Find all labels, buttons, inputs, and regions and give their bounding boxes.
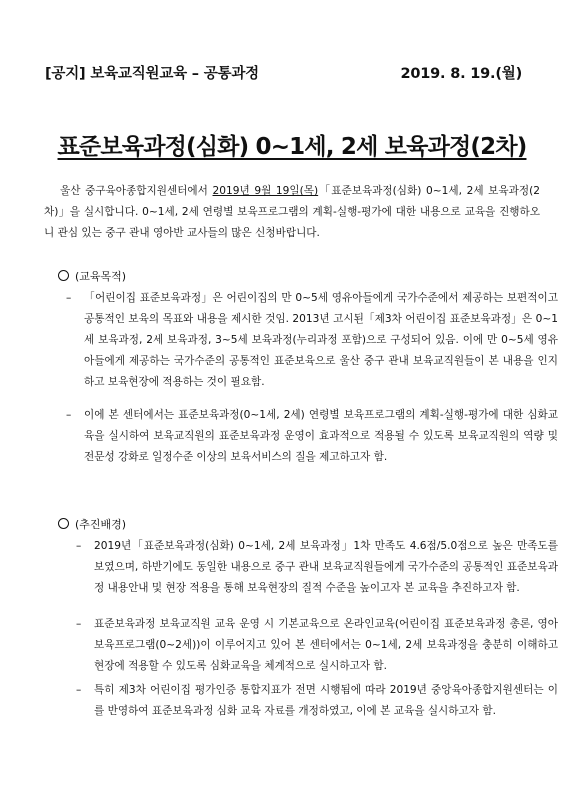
dash-bullet-icon: – <box>76 540 82 552</box>
notice-category: [공지] 보육교직원교육 – 공통과정 <box>45 65 259 82</box>
list-item: – 특히 제3차 어린이집 평가인증 통합지표가 전면 시행됨에 따라 2019년 중앙육아종합지원센터는 이를 반영하여 표준보육과정 심화 교육 자료를 개정하였고, 이에 본 교육을 실시하고자 함. <box>76 680 558 722</box>
list-item: – 「어린이집 표준보육과정」은 어린이집의 만 0~5세 영유아들에게 국가수준에서 제공하는 보편적이고 공통적인 보육의 목표와 내용을 제시한 것임. 2013년 고시된「제3차 어린이집 표준보육과정」은 0~1세 보육과정, 2세 보육과정, 3~5세 보육과정(누리과정 포함)으로 구성되어 있음. 이에 만 0~5세 영유아들에게 제공하는 국가수준의 공통적인 표준보육으로 울산 중구 관내 보육교직원들이 본 내용을 인지하고 보육현장에 적용하는 것이 필요함. <box>66 288 558 393</box>
circle-bullet-icon <box>58 518 69 529</box>
list-item: – 표준보육과정 보육교직원 교육 운영 시 기본교육으로 온라인교육(어린이집 표준보육과정 총론, 영아보육프로그램(0~2세))이 이루어지고 있어 본 센터에서는 0~1세, 2세 보육과정을 충분히 이해하고 현장에 적용할 수 있도록 심화교육을 체계적으로 실시하고자 함. <box>76 614 558 677</box>
circle-bullet-icon <box>58 270 69 281</box>
notice-header <box>45 60 522 84</box>
intro-date: 2019년 9월 19일(목) <box>212 185 319 197</box>
list-item: – 이에 본 센터에서는 표준보육과정(0~1세, 2세) 연령별 보육프로그램의 계획-실행-평가에 대한 심화교육을 실시하여 보육교직원의 표준보육과정 운영이 효과적으로 적용될 수 있도록 보육교직원의 역량 및 전문성 강화로 일정수준 이상의 보육서비스의 질을 제고하고자 함. <box>66 405 558 468</box>
list-item: – 2019년「표준보육과정(심화) 0~1세, 2세 보육과정」1차 만족도 4.6점/5.0점으로 높은 만족도를 보였으며, 하반기에도 동일한 내용으로 중구 관내 보육교직원들에게 국가수준의 공통적인 표준보육과정 내용안내 및 현장 적용을 통해 보육현장의 질적 수준을 높이고자 본 교육을 추진하고자 함. <box>76 536 558 599</box>
section-heading: (교육목적) <box>58 268 126 284</box>
intro-paragraph <box>44 181 540 244</box>
dash-bullet-icon: – <box>76 618 82 630</box>
dash-bullet-icon: – <box>76 684 82 696</box>
intro-before: 울산 중구육아종합지원센터에서 <box>60 185 213 197</box>
section-heading: (추진배경) <box>58 516 126 532</box>
dash-bullet-icon: – <box>66 409 72 421</box>
notice-date: 2019. 8. 19.(월) <box>400 65 522 82</box>
page-title <box>0 128 584 161</box>
dash-bullet-icon: – <box>66 292 72 304</box>
intro-after: 「표준보육과정(심화) 0~1세, 2세 보육과정(2차)」을 실시합니다. 0~1세, 2세 연령별 보육프로그램의 계획-실행-평가에 대한 내용으로 교육을 진행하오니 관심 있는 중구 관내 영아반 교사들의 많은 신청바랍니다. <box>44 185 540 239</box>
title-text: 표준보육과정(심화) 0~1세, 2세 보육과정(2차) <box>57 134 527 160</box>
